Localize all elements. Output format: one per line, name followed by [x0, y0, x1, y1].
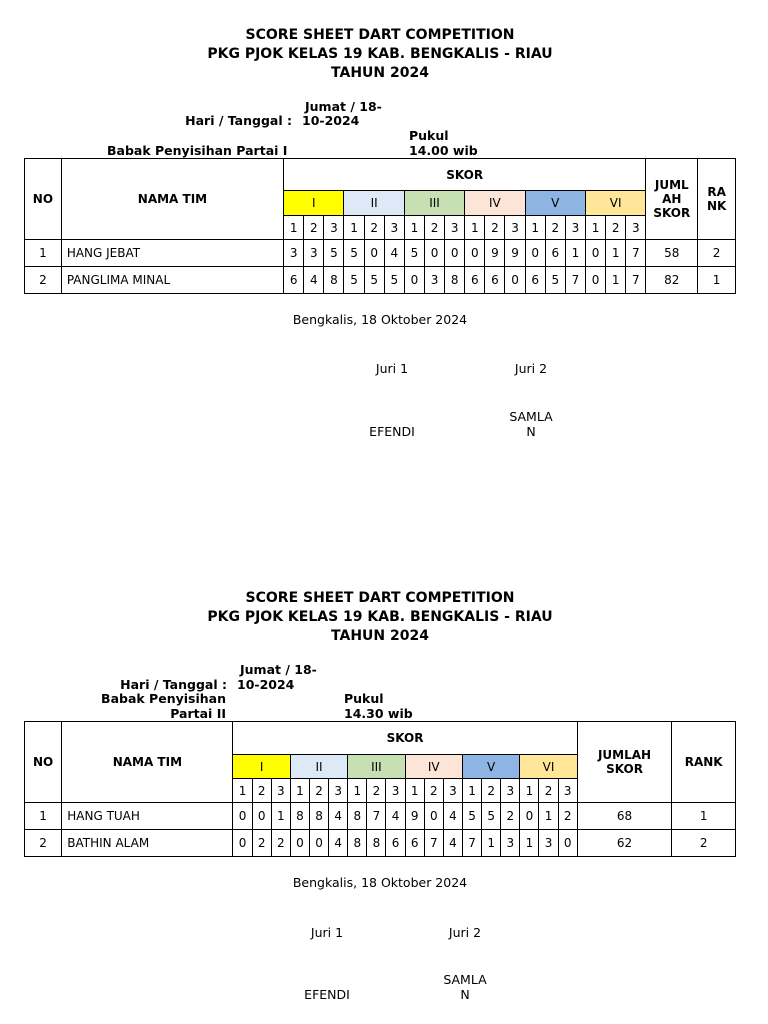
sheet2-date-line2: 10-2024	[237, 677, 295, 692]
score-cell: 5	[344, 267, 364, 294]
throw-number: 1	[405, 779, 424, 803]
throw-number: 3	[445, 216, 465, 240]
score-cell: 3	[501, 830, 520, 857]
rank-header: RA NK	[698, 159, 736, 240]
sheet2-babak-line1: Babak Penyisihan	[101, 691, 226, 706]
sheet2-title-line3: TAHUN 2024	[331, 628, 429, 644]
round-header-3: III	[348, 755, 405, 779]
score-cell: 6	[405, 830, 424, 857]
sheet1-title-line3: TAHUN 2024	[331, 65, 429, 81]
throw-number: 1	[520, 779, 539, 803]
round-header-5: V	[525, 191, 585, 216]
score-cell: 5	[324, 240, 344, 267]
round-header-3: III	[404, 191, 464, 216]
sheet1-pukul-label: Pukul	[409, 128, 449, 143]
score-cell: 0	[290, 830, 309, 857]
sheet1-title-line1: SCORE SHEET DART COMPETITION	[245, 27, 515, 43]
score-cell: 5	[545, 267, 565, 294]
total-score: 68	[577, 803, 672, 830]
rank-value: 2	[698, 240, 736, 267]
sheet1-juri2-name-line2: N	[526, 424, 536, 439]
total-score: 58	[646, 240, 698, 267]
throw-number: 2	[252, 779, 271, 803]
score-cell: 4	[304, 267, 324, 294]
score-cell: 0	[404, 267, 424, 294]
score-cell: 0	[424, 803, 443, 830]
no-header: NO	[25, 722, 62, 803]
throw-number: 3	[329, 779, 348, 803]
score-cell: 5	[364, 267, 384, 294]
score-cell: 2	[501, 803, 520, 830]
team-name: BATHIN ALAM	[62, 830, 233, 857]
score-cell: 0	[558, 830, 577, 857]
table-row	[25, 267, 736, 294]
round-header-1: I	[233, 755, 290, 779]
score-cell: 1	[520, 830, 539, 857]
score-cell: 7	[626, 267, 646, 294]
throw-number: 2	[364, 216, 384, 240]
score-cell: 2	[271, 830, 290, 857]
sheet1-score-table	[24, 158, 736, 294]
score-cell: 5	[404, 240, 424, 267]
throw-number: 3	[505, 216, 525, 240]
rank-header: RANK	[672, 722, 736, 803]
throw-number: 3	[558, 779, 577, 803]
score-cell: 7	[565, 267, 585, 294]
sheet1-juri2-label: Juri 2	[514, 361, 548, 376]
throw-number: 3	[565, 216, 585, 240]
sheet2-pukul-label: Pukul	[344, 691, 384, 706]
sheet2-title-line1: SCORE SHEET DART COMPETITION	[245, 590, 515, 606]
score-cell: 2	[558, 803, 577, 830]
table-row	[25, 830, 736, 857]
score-cell: 0	[445, 240, 465, 267]
sheet2-date-line1: Jumat / 18-	[240, 662, 317, 677]
score-cell: 4	[443, 830, 462, 857]
score-cell: 4	[386, 803, 405, 830]
score-cell: 8	[348, 830, 367, 857]
score-cell: 1	[606, 240, 626, 267]
rank-value: 1	[698, 267, 736, 294]
throw-number: 2	[485, 216, 505, 240]
score-cell: 9	[485, 240, 505, 267]
score-cell: 7	[367, 803, 386, 830]
throw-number: 2	[424, 216, 444, 240]
sheet1-date-line2: 10-2024	[302, 113, 360, 128]
throw-number: 2	[309, 779, 328, 803]
round-header-1: I	[284, 191, 344, 216]
score-cell: 0	[233, 830, 252, 857]
sheet1-juri2-name-line1: SAMLA	[509, 409, 553, 424]
table-row	[25, 803, 736, 830]
throw-number: 3	[271, 779, 290, 803]
throw-number: 3	[384, 216, 404, 240]
score-cell: 3	[424, 267, 444, 294]
throw-number: 3	[386, 779, 405, 803]
throw-number: 1	[344, 216, 364, 240]
total-score: 62	[577, 830, 672, 857]
sheet2-juri2-name-line2: N	[460, 987, 470, 1002]
round-header-6: VI	[585, 191, 645, 216]
rank-value: 1	[672, 803, 736, 830]
score-cell: 1	[565, 240, 585, 267]
score-cell: 1	[271, 803, 290, 830]
round-header-6: VI	[520, 755, 577, 779]
score-cell: 0	[585, 240, 605, 267]
round-header-4: IV	[405, 755, 462, 779]
throw-number: 3	[501, 779, 520, 803]
throw-number: 2	[539, 779, 558, 803]
jumlah-skor-header: JUMLAH SKOR	[577, 722, 672, 803]
throw-number: 2	[367, 779, 386, 803]
total-score: 82	[646, 267, 698, 294]
no-header: NO	[25, 159, 62, 240]
score-cell: 6	[284, 267, 304, 294]
score-cell: 1	[539, 803, 558, 830]
score-cell: 8	[445, 267, 465, 294]
sheet2-hari-label: Hari / Tanggal :	[120, 677, 227, 692]
sheet1-juri1-name: EFENDI	[369, 424, 415, 439]
nama-tim-header: NAMA TIM	[62, 722, 233, 803]
sheet1-title-line2: PKG PJOK KELAS 19 KAB. BENGKALIS - RIAU	[207, 46, 553, 62]
score-cell: 2	[252, 830, 271, 857]
round-header-2: II	[344, 191, 404, 216]
score-cell: 1	[606, 267, 626, 294]
throw-number: 3	[443, 779, 462, 803]
score-cell: 6	[386, 830, 405, 857]
score-cell: 0	[520, 803, 539, 830]
sheet2-juri1-name: EFENDI	[304, 987, 350, 1002]
throw-number: 1	[404, 216, 424, 240]
sheet1-place-date: Bengkalis, 18 Oktober 2024	[292, 312, 468, 327]
score-cell: 3	[304, 240, 324, 267]
score-cell: 3	[539, 830, 558, 857]
score-cell: 4	[329, 803, 348, 830]
sheet2-juri2-name-line1: SAMLA	[443, 972, 487, 987]
row-number: 2	[25, 830, 62, 857]
table-row	[25, 240, 736, 267]
score-cell: 5	[344, 240, 364, 267]
row-number: 1	[25, 240, 62, 267]
score-cell: 3	[284, 240, 304, 267]
throw-number: 2	[304, 216, 324, 240]
score-cell: 8	[348, 803, 367, 830]
score-cell: 8	[290, 803, 309, 830]
throw-number: 1	[233, 779, 252, 803]
score-cell: 5	[462, 803, 481, 830]
throw-number: 1	[284, 216, 304, 240]
rank-value: 2	[672, 830, 736, 857]
score-cell: 8	[367, 830, 386, 857]
score-cell: 0	[252, 803, 271, 830]
sheet1-hari-label: Hari / Tanggal :	[185, 113, 292, 128]
score-cell: 5	[384, 267, 404, 294]
score-cell: 0	[233, 803, 252, 830]
score-cell: 8	[324, 267, 344, 294]
team-name: HANG JEBAT	[61, 240, 283, 267]
throw-number: 2	[545, 216, 565, 240]
throw-number: 3	[324, 216, 344, 240]
score-cell: 0	[505, 267, 525, 294]
sheet2-place-date: Bengkalis, 18 Oktober 2024	[292, 875, 468, 890]
row-number: 1	[25, 803, 62, 830]
throw-number: 1	[462, 779, 481, 803]
sheet1-pukul-value: 14.00 wib	[409, 143, 478, 158]
row-number: 2	[25, 267, 62, 294]
score-cell: 0	[585, 267, 605, 294]
throw-number: 2	[606, 216, 626, 240]
round-header-4: IV	[465, 191, 525, 216]
score-cell: 9	[505, 240, 525, 267]
throw-number: 2	[424, 779, 443, 803]
sheet2-score-table	[24, 721, 736, 857]
score-cell: 0	[309, 830, 328, 857]
score-cell: 0	[424, 240, 444, 267]
team-name: PANGLIMA MINAL	[61, 267, 283, 294]
score-cell: 7	[424, 830, 443, 857]
throw-number: 1	[348, 779, 367, 803]
throw-number: 1	[465, 216, 485, 240]
score-cell: 6	[525, 267, 545, 294]
jumlah-skor-header: JUML AH SKOR	[646, 159, 698, 240]
sheet1-juri1-label: Juri 1	[375, 361, 409, 376]
score-cell: 6	[465, 267, 485, 294]
throw-number: 2	[482, 779, 501, 803]
score-cell: 0	[465, 240, 485, 267]
score-cell: 7	[462, 830, 481, 857]
round-header-2: II	[290, 755, 347, 779]
score-cell: 4	[443, 803, 462, 830]
throw-number: 1	[525, 216, 545, 240]
sheet1-babak-label: Babak Penyisihan Partai I	[107, 143, 288, 158]
score-cell: 7	[626, 240, 646, 267]
throw-number: 3	[626, 216, 646, 240]
score-cell: 9	[405, 803, 424, 830]
score-cell: 4	[329, 830, 348, 857]
round-header-5: V	[462, 755, 519, 779]
score-cell: 0	[364, 240, 384, 267]
throw-number: 1	[290, 779, 309, 803]
sheet2-babak-line2: Partai II	[170, 706, 226, 721]
skor-header: SKOR	[233, 722, 577, 755]
score-cell: 6	[545, 240, 565, 267]
score-cell: 4	[384, 240, 404, 267]
sheet2-juri2-label: Juri 2	[448, 925, 482, 940]
sheet2-title-line2: PKG PJOK KELAS 19 KAB. BENGKALIS - RIAU	[207, 609, 553, 625]
score-cell: 8	[309, 803, 328, 830]
score-cell: 1	[482, 830, 501, 857]
score-cell: 6	[485, 267, 505, 294]
score-cell: 5	[482, 803, 501, 830]
throw-number: 1	[585, 216, 605, 240]
team-name: HANG TUAH	[62, 803, 233, 830]
skor-header: SKOR	[284, 159, 646, 191]
sheet2-pukul-value: 14.30 wib	[344, 706, 413, 721]
sheet2-juri1-label: Juri 1	[310, 925, 344, 940]
score-cell: 0	[525, 240, 545, 267]
sheet1-date-line1: Jumat / 18-	[305, 99, 382, 114]
nama-tim-header: NAMA TIM	[61, 159, 283, 240]
